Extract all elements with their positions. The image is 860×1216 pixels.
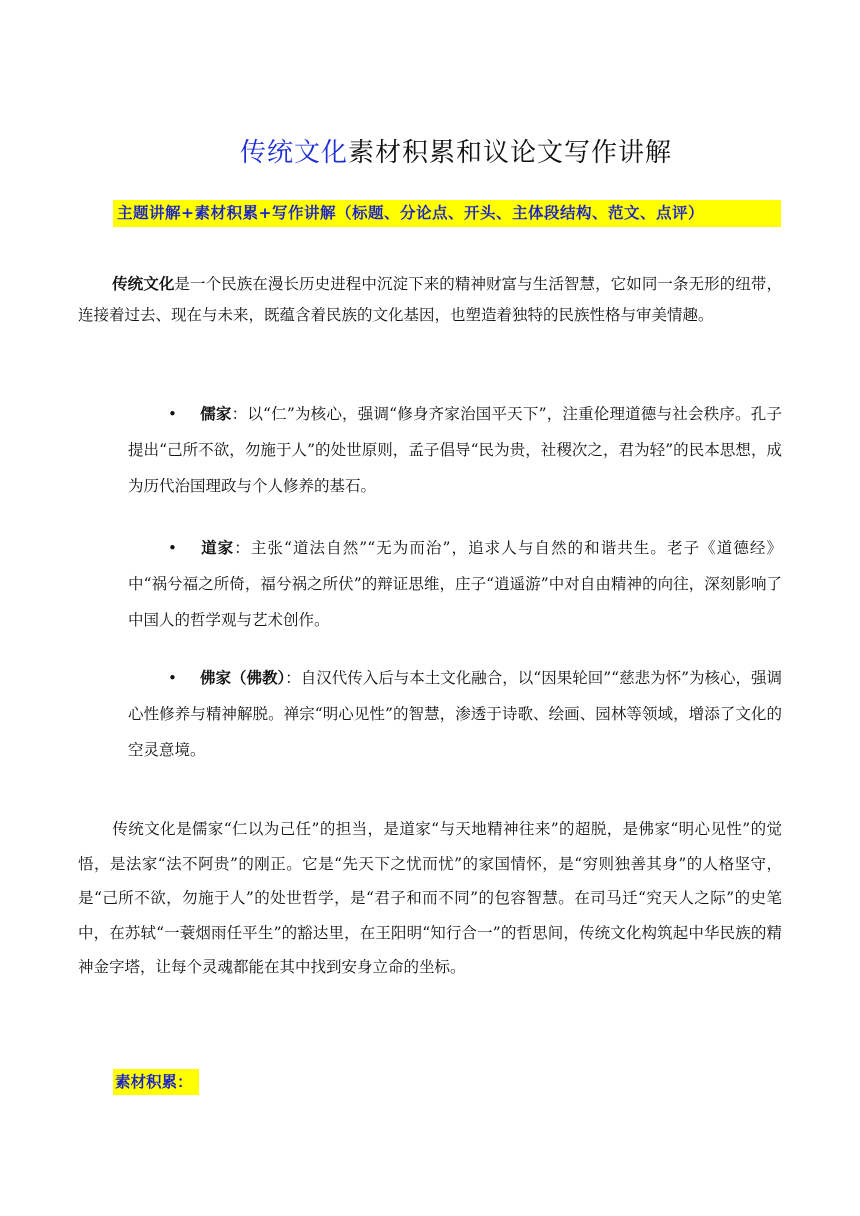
title-rest: 素材积累和议论文写作讲解 [348,138,673,168]
bullet-item-taoism [128,530,782,638]
bullet-sep: ： [231,405,248,423]
bullet-item-buddhism [128,660,782,768]
intro-paragraph [78,268,782,331]
intro-term: 传统文化 [112,274,175,293]
summary-paragraph [78,812,782,985]
bullet-text: 自汉代传入后与本土文化融合，以“因果轮回”“慈悲为怀”为核心，强调心性修养与精神解脱。禅宗“明心见性”的智慧，渗透于诗歌、绘画、园林等领域，增添了文化的空灵意境。 [128,669,782,759]
section-label-material: 素材积累： [113,1069,199,1095]
bullet-sep: ： [285,669,301,687]
bullet-text: 主张“道法自然”“无为而治”，追求人与自然的和谐共生。老子《道德经》中“祸兮福之所倚，福兮祸之所伏”的辩证思维，庄子“逍遥游”中对自由精神的向往，深刻影响了中国人的哲学观与艺术创作。 [128,539,782,629]
bullet-dot-icon: • [168,669,177,687]
bullet-text: 以“仁”为核心，强调“修身齐家治国平天下”，注重伦理道德与社会秩序。孔子提出“己所不欲，勿施于人”的处世原则，孟子倡导“民为贵，社稷次之，君为轻”的民本思想，成为历代治国理政与个人修养的基石。 [128,405,782,495]
intro-text: 是一个民族在漫长历史进程中沉淀下来的精神财富与生活智慧，它如同一条无形的纽带，连接着过去、现在与未来，既蕴含着民族的文化基因，也塑造着独特的民族性格与审美情趣。 [78,275,782,324]
bullet-item-confucianism [128,396,782,504]
document-title [0,132,860,169]
subtitle-banner: 主题讲解+素材积累+写作讲解（标题、分论点、开头、主体段结构、范文、点评） [113,200,781,227]
bullet-sep: ： [234,539,251,557]
bullet-name: 道家 [200,538,235,557]
summary-text: 传统文化是儒家“仁以为己任”的担当，是道家“与天地精神往来”的超脱，是佛家“明心见性”的觉悟，是法家“法不阿贵”的刚正。它是“先天下之忧而忧”的家国情怀，是“穷则独善其身”的人格坚守，是“己所不欲，勿施于人”的处世哲学，是“君子和而不同”的包容智慧。在司马迁“究天人之际”的史笔中，在苏轼“一蓑烟雨任平生”的豁达里，在王阳明“知行合一”的哲思间，传统文化构筑起中华民族的精神金字塔，让每个灵魂都能在其中找到安身立命的坐标。 [78,820,782,976]
bullet-name: 佛家（佛教） [200,668,286,687]
bullet-name: 儒家 [200,404,232,423]
title-accent: 传统文化 [239,138,348,168]
bullet-dot-icon: • [168,405,177,423]
bullet-dot-icon: • [168,539,177,557]
